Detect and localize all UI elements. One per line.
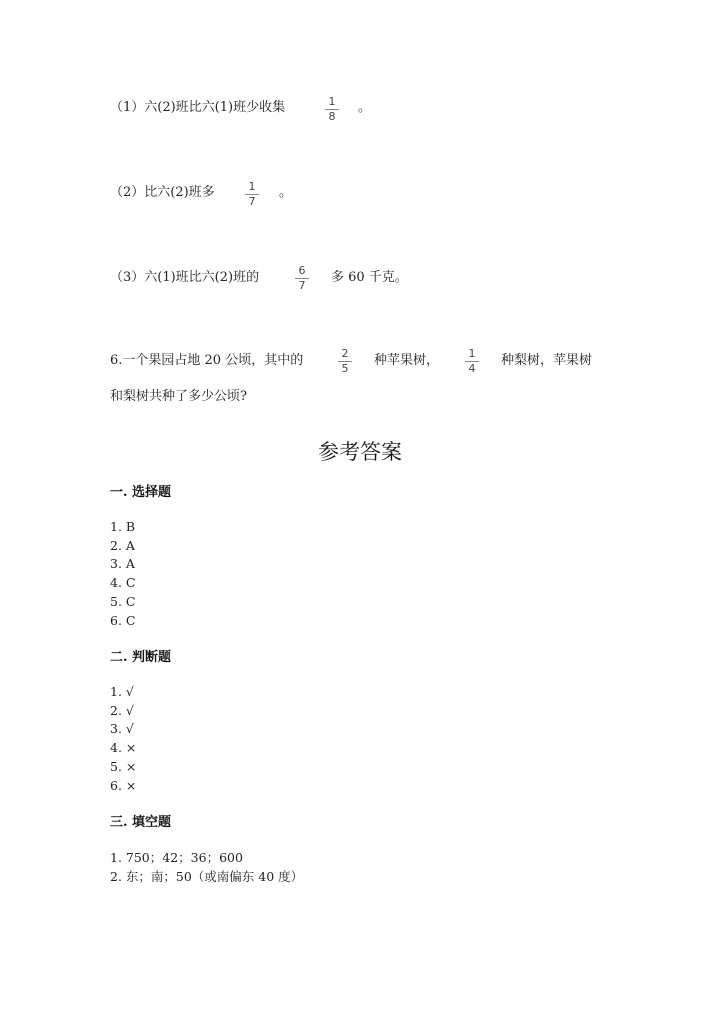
fraction-numerator: 1 <box>468 347 476 360</box>
answer-list-fill-blank <box>110 849 303 886</box>
problem-3-fraction <box>295 265 309 292</box>
answer-item: 2. 东；南；50（或南偏东 40 度） <box>110 868 304 884</box>
fraction-denominator: 7 <box>248 195 256 208</box>
problem-6-fraction-1 <box>338 348 352 375</box>
problem-3-text: （3）六(1)班比六(2)班的 <box>110 270 260 285</box>
answer-key-title: 参考答案 <box>318 440 402 464</box>
answer-item: 3. A <box>110 556 135 572</box>
fraction-numerator: 6 <box>298 264 306 277</box>
section-heading-true-false: 二. 判断题 <box>110 650 172 665</box>
problem-2-text: （2）比六(2)班多 <box>110 185 215 200</box>
answer-list-multiple-choice <box>110 518 135 630</box>
answer-item: 2. A <box>110 537 135 553</box>
fraction-denominator: 5 <box>341 362 349 375</box>
answer-item: 2. √ <box>110 702 134 718</box>
section-heading-fill-blank: 三. 填空题 <box>110 815 172 830</box>
problem-3-suffix: 多 60 千克。 <box>331 270 408 285</box>
problem-6-text-line2: 和梨树共种了多少公顷? <box>110 389 247 404</box>
fraction-numerator: 1 <box>248 180 256 193</box>
answer-item: 6. C <box>110 612 136 628</box>
fraction-numerator: 1 <box>328 95 336 108</box>
fraction-denominator: 4 <box>468 362 476 375</box>
problem-6-fraction-2 <box>465 348 479 375</box>
problem-1-fraction <box>325 96 339 123</box>
fraction-numerator: 2 <box>341 347 349 360</box>
answer-list-true-false <box>110 683 136 795</box>
problem-1-suffix: 。 <box>358 100 372 115</box>
answer-item: 3. √ <box>110 721 134 737</box>
problem-1-text: （1）六(2)班比六(1)班少收集 <box>110 100 286 115</box>
section-heading-multiple-choice: 一. 选择题 <box>110 485 172 500</box>
answer-item: 6. × <box>110 777 137 793</box>
fraction-denominator: 8 <box>328 110 336 123</box>
problem-2-suffix: 。 <box>279 185 293 200</box>
answer-item: 1. B <box>110 519 136 534</box>
problem-6-text-part2: 种苹果树， <box>374 353 440 368</box>
answer-item: 5. C <box>110 593 136 609</box>
problem-6-text-part3: 种梨树，苹果树 <box>501 353 593 368</box>
answer-item: 5. × <box>110 758 137 774</box>
answer-item: 1. 750；42；36；600 <box>110 850 243 865</box>
answer-item: 1. √ <box>110 684 134 699</box>
problem-6-text-part1: 6.一个果园占地 20 公顷，其中的 <box>110 353 304 368</box>
answer-item: 4. × <box>110 740 137 756</box>
fraction-denominator: 7 <box>298 279 306 292</box>
answer-item: 4. C <box>110 575 136 591</box>
problem-2-fraction <box>245 181 259 208</box>
